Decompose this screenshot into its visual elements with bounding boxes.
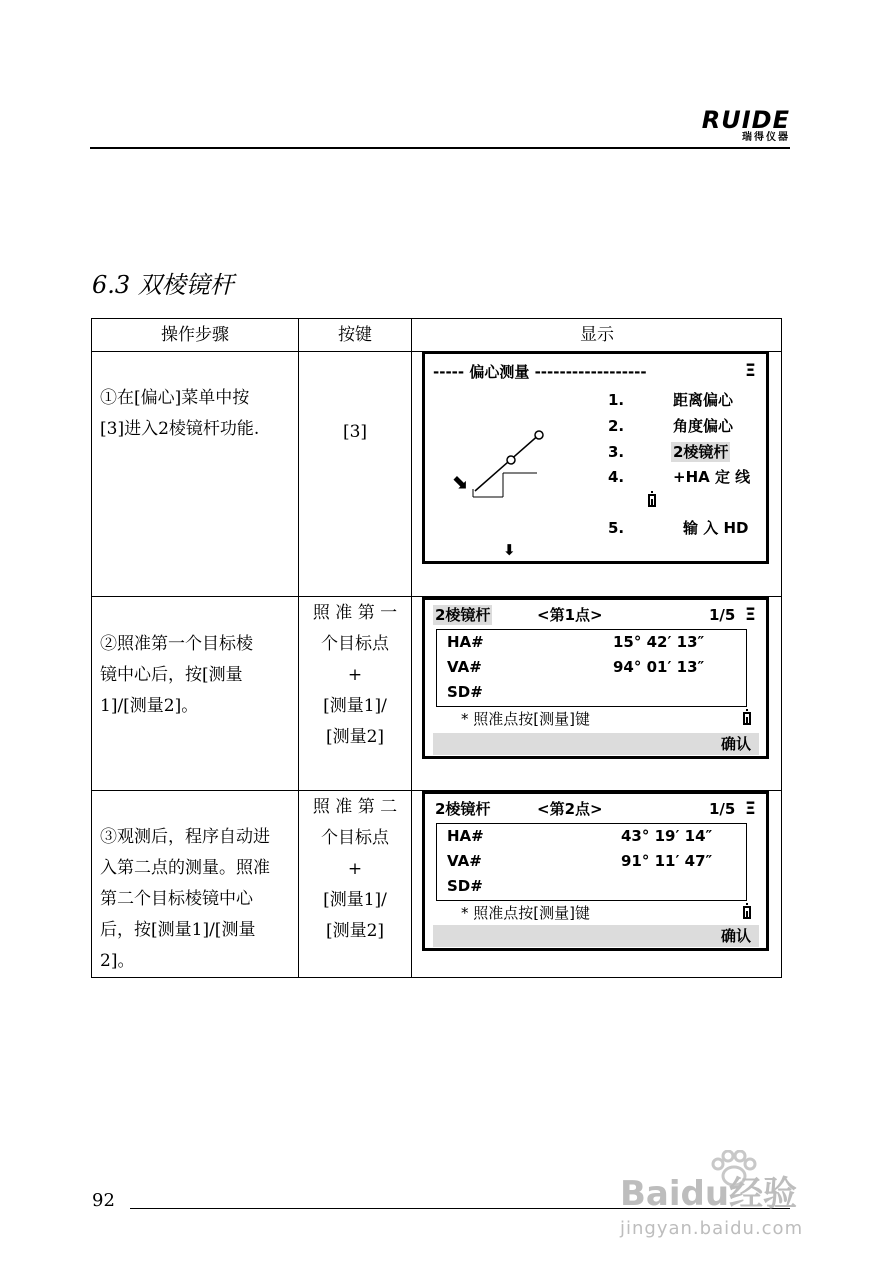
menu-item-3-number: 3. xyxy=(608,443,625,461)
step-3-text: ③观测后，程序自动进 入第二点的测量。照准 第二个目标棱镜中心 后，按[测量1]/[测量 2]。 xyxy=(100,827,270,971)
signal-gauge-icon: Ξ xyxy=(745,361,756,381)
screen-title: 2棱镜杆 xyxy=(435,800,491,818)
softkey-bar xyxy=(433,733,759,755)
menu-item-5-number: 5. xyxy=(608,519,625,537)
sd-label: SD# xyxy=(447,877,483,895)
baidu-watermark xyxy=(620,1150,840,1250)
menu-item-input-hd[interactable]: 输 入 HD xyxy=(683,519,749,537)
menu-item-4-number: 4. xyxy=(608,468,625,486)
column-divider xyxy=(411,319,412,977)
watermark-brand: Baidu经验 xyxy=(620,1174,798,1214)
measurement-box xyxy=(436,629,747,707)
sd-label: SD# xyxy=(447,683,483,701)
screen-title: 2棱镜杆 xyxy=(435,606,491,624)
step-1-text: ①在[偏心]菜单中按 [3]进入2棱镜杆功能. xyxy=(100,388,260,439)
menu-item-ha-line[interactable]: +HA 定 线 xyxy=(673,468,751,486)
point-label: <第1点> xyxy=(537,606,603,624)
ha-value: 43° 19′ 14″ xyxy=(621,827,713,845)
menu-item-1-number: 1. xyxy=(608,391,625,409)
battery-icon xyxy=(648,494,656,507)
menu-item-two-prism-pole[interactable]: 2棱镜杆 xyxy=(673,443,729,461)
va-value: 91° 11′ 47″ xyxy=(621,852,713,870)
point-label: <第2点> xyxy=(537,800,603,818)
signal-gauge-icon: Ξ xyxy=(745,799,756,819)
page-indicator: 1/5 xyxy=(709,800,736,818)
signal-gauge-icon: Ξ xyxy=(745,605,756,625)
brand-logo-subtitle: 瑞得仪器 xyxy=(742,132,790,143)
battery-icon xyxy=(743,906,751,919)
lcd-screen-point-1 xyxy=(422,597,769,759)
page-number: 92 xyxy=(92,1190,115,1211)
page-indicator: 1/5 xyxy=(709,606,736,624)
section-title: 6.3 双棱镜杆 xyxy=(92,271,234,299)
menu-item-angle-offset[interactable]: 角度偏心 xyxy=(673,417,734,435)
lcd-screen-point-2 xyxy=(422,791,769,951)
menu-item-2-number: 2. xyxy=(608,417,625,435)
measurement-box xyxy=(436,823,747,901)
scroll-down-arrow-icon[interactable]: ⬇ xyxy=(503,541,516,559)
watermark-url: jingyan.baidu.com xyxy=(620,1218,804,1239)
step-2-text: ②照准第一个目标棱 镜中心后，按[测量 1]/[测量2]。 xyxy=(100,634,253,716)
lcd-screen-offset-menu xyxy=(422,351,769,564)
header-keys: 按键 xyxy=(338,325,372,345)
softkey-bar xyxy=(433,925,759,947)
menu-item-distance-offset[interactable]: 距离偏心 xyxy=(673,391,734,409)
step-2-keys: 照 准 第 一 个目标点 + [测量1]/ [测量2] xyxy=(312,603,398,747)
screen-title: ----- 偏心测量 ------------------ xyxy=(433,363,647,381)
target-arrow-icon: ⬊ xyxy=(451,469,468,493)
step-3-keys: 照 准 第 二 个目标点 + [测量1]/ [测量2] xyxy=(312,797,398,941)
brand-logo: RUIDE xyxy=(701,106,790,134)
confirm-softkey[interactable]: 确认 xyxy=(720,735,751,753)
header-steps: 操作步骤 xyxy=(161,325,229,345)
sighting-hint: * 照准点按[测量]键 xyxy=(461,710,590,728)
confirm-softkey[interactable]: 确认 xyxy=(720,927,751,945)
battery-icon xyxy=(743,712,751,725)
va-value: 94° 01′ 13″ xyxy=(613,658,705,676)
sighting-hint: * 照准点按[测量]键 xyxy=(461,904,590,922)
va-label: VA# xyxy=(447,852,482,870)
va-label: VA# xyxy=(447,658,482,676)
ha-label: HA# xyxy=(447,827,484,845)
step-1-keys: [3] xyxy=(342,422,368,442)
ha-label: HA# xyxy=(447,633,484,651)
header-display: 显示 xyxy=(580,325,614,345)
header-rule xyxy=(90,147,790,149)
ha-value: 15° 42′ 13″ xyxy=(613,633,705,651)
